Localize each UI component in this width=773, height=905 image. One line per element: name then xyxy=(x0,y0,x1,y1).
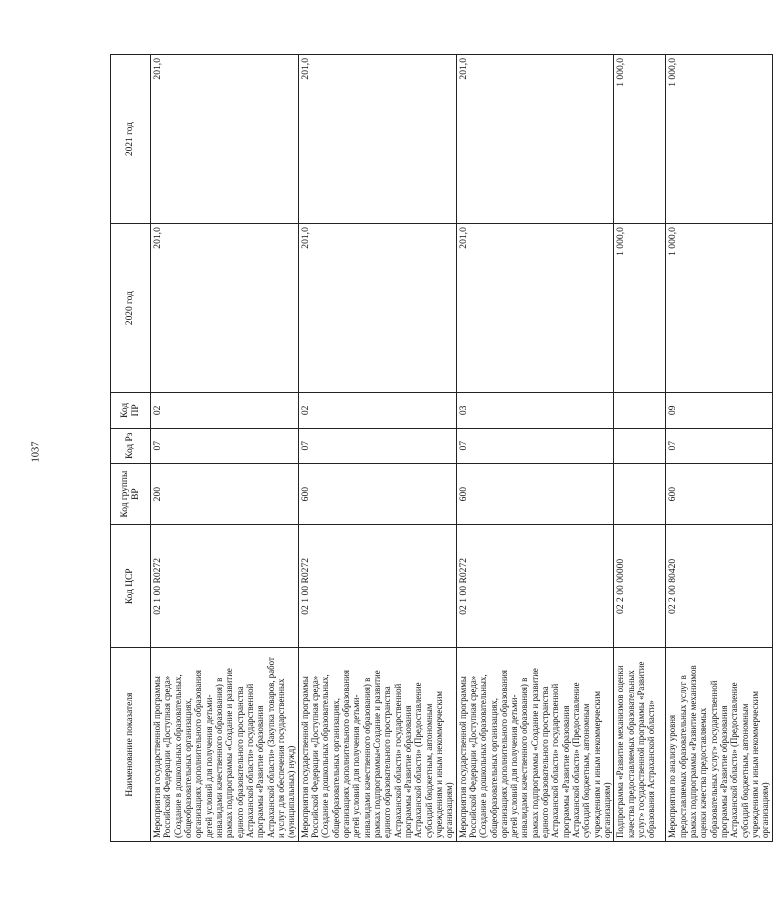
row-rz xyxy=(614,428,666,463)
row-name: Мероприятия по анализу уровня предоставляемых образовательных услуг в рамках подпрограммы «Развитие механизмов оценки качества предоставляемых образовательных услуг» государственной программы «Развитие образования Астраханской области» (Предоставление субсидий бюджетным, автономным учреждениям и иным некоммерческим организациям) xyxy=(666,648,772,842)
row-2020: 201,0 xyxy=(298,224,456,393)
row-2021: 1 000,0 xyxy=(666,55,772,224)
row-2020: 1 000,0 xyxy=(666,224,772,393)
header-group: Код группы ВР xyxy=(111,463,151,524)
row-name: Мероприятия государственной программы Российской Федерации «Доступная среда» (Создание в дошкольных образовательных, общеобразовательных организациях, организациях дополнительного образования детей условий для получения детьми-инвалидами качественного образования) в рамках подпрограммы «Создание и развитие единого образовательного пространства Астраханской области» государственной программы «Развитие образования Астраханской области» (Предоставление субсидий бюджетным, автономным учреждениям и иным некоммерческим организациям) xyxy=(456,648,614,842)
table-row xyxy=(666,55,772,842)
header-rz: Код Рз xyxy=(111,428,151,463)
header-2021: 2021 год xyxy=(111,55,151,224)
row-2021: 1 000,0 xyxy=(614,55,666,224)
page-number: 1037 xyxy=(30,441,42,463)
row-csr: 02 2 00 00000 xyxy=(614,525,666,648)
row-2020: 201,0 xyxy=(456,224,614,393)
row-group: 600 xyxy=(456,463,614,524)
row-csr: 02 1 00 R0272 xyxy=(151,525,299,648)
row-rz: 07 xyxy=(666,428,772,463)
row-pr xyxy=(614,393,666,428)
row-csr: 02 2 00 80420 xyxy=(666,525,772,648)
row-name: Мероприятия государственной программы Российской Федерации «Доступная среда» (Создание в дошкольных образовательных, общеобразовательных организациях, организациях дополнительного образования детей условий для получения детьми-инвалидами качественного образования) в рамках подпрограммы«Создание и развитие единого образовательного пространства Астраханской области» государственной программы «Развитие образования Астраханской области» (Предоставление субсидий бюджетным, автономным учреждениям и иным некоммерческим организациям) xyxy=(298,648,456,842)
row-name: Подпрограмма «Развитие механизмов оценки качества предоставляемых образовательных услуг» государственной программы «Развитие образования Астраханской области» xyxy=(614,648,666,842)
header-name: Наименование показателя xyxy=(111,648,151,842)
row-2021: 201,0 xyxy=(298,55,456,224)
row-2021: 201,0 xyxy=(151,55,299,224)
row-2020: 1 000,0 xyxy=(614,224,666,393)
row-csr: 02 1 00 R0272 xyxy=(456,525,614,648)
row-rz: 07 xyxy=(298,428,456,463)
table-row xyxy=(614,55,666,842)
header-2020: 2020 год xyxy=(111,224,151,393)
row-2020: 201,0 xyxy=(151,224,299,393)
row-group xyxy=(614,463,666,524)
row-pr: 09 xyxy=(666,393,772,428)
row-group: 600 xyxy=(666,463,772,524)
table-header-row xyxy=(111,55,151,842)
row-pr: 02 xyxy=(151,393,299,428)
header-csr: Код ЦСР xyxy=(111,525,151,648)
row-rz: 07 xyxy=(456,428,614,463)
row-pr: 03 xyxy=(456,393,614,428)
header-pr: Код ПР xyxy=(111,393,151,428)
row-rz: 07 xyxy=(151,428,299,463)
row-csr: 02 1 00 R0272 xyxy=(298,525,456,648)
row-pr: 02 xyxy=(298,393,456,428)
table-row xyxy=(298,55,456,842)
row-group: 600 xyxy=(298,463,456,524)
budget-table xyxy=(110,54,773,842)
row-group: 200 xyxy=(151,463,299,524)
table-row xyxy=(456,55,614,842)
table-row xyxy=(151,55,299,842)
row-2021: 201,0 xyxy=(456,55,614,224)
row-name: Мероприятия государственной программы Российской Федерации «Доступная среда» (Создание в дошкольных образовательных, общеобразовательных организациях, организациях дополнительного образования детей условий для получения детьми-инвалидами качественного образования) в рамках подпрограммы «Создание и развитие единого образовательного пространства Астраханской области» государственной программы «Развитие образования Астраханской области» (Закупка товаров, работ и услуг для обеспечения государственных (муниципальных) нужд) xyxy=(151,648,299,842)
rotated-table-container xyxy=(110,54,771,842)
